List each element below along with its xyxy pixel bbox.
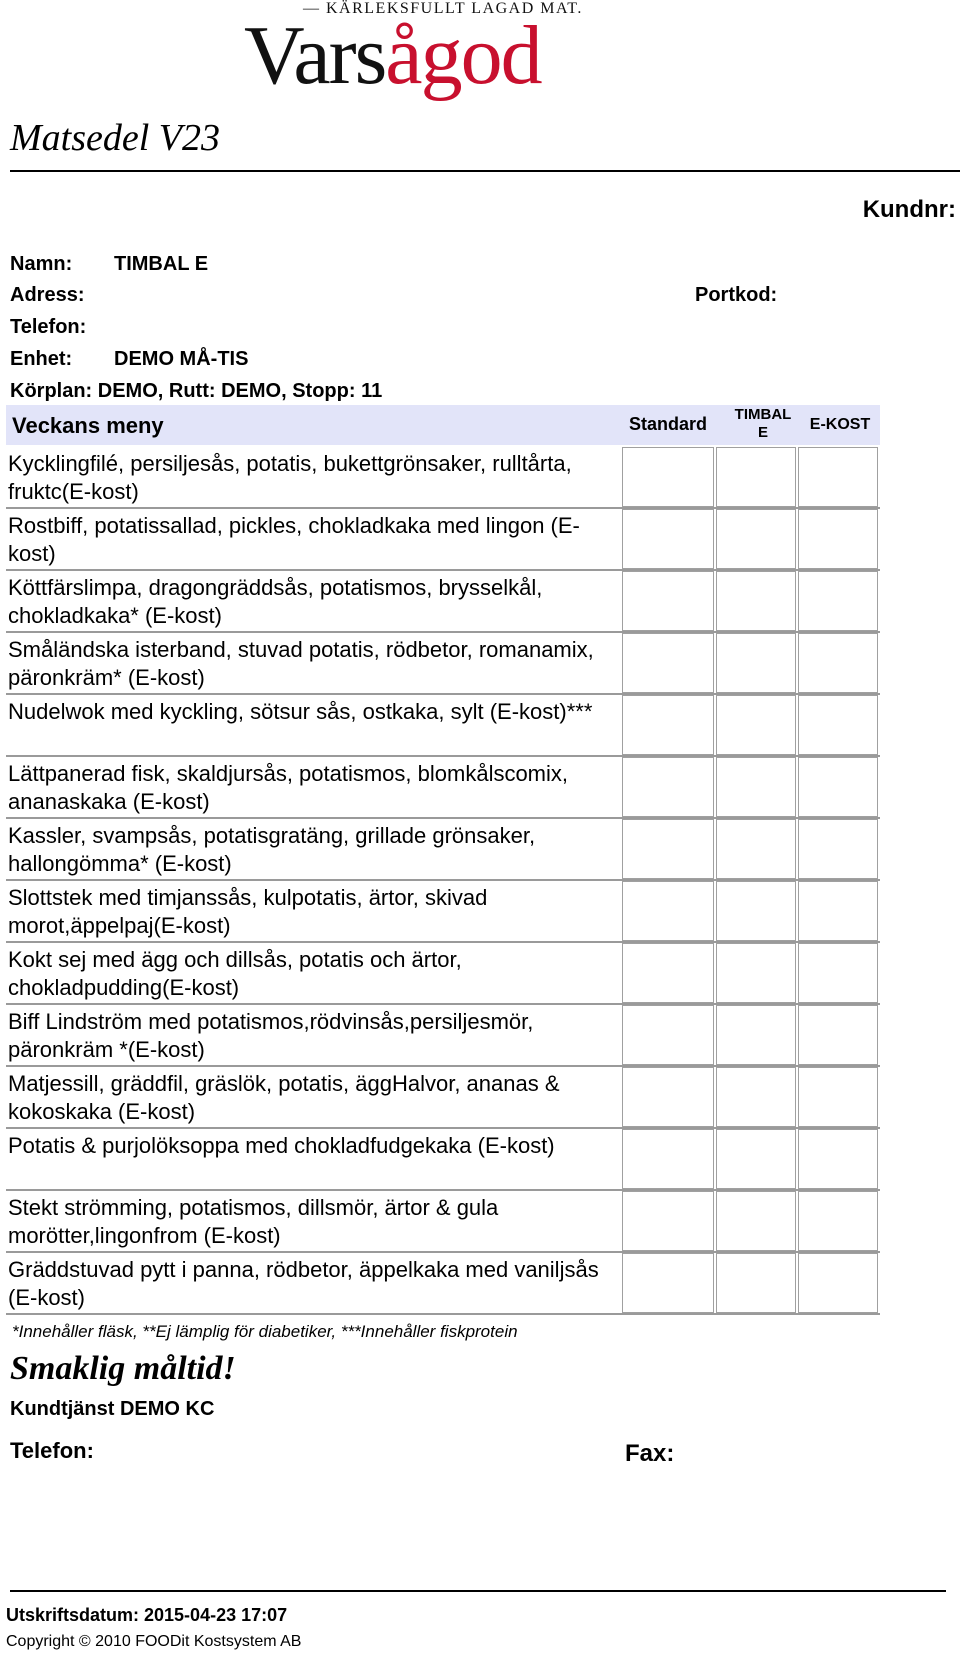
menu-item-text: Rostbiff, potatissallad, pickles, chokladkaka med lingon (E-kost) <box>8 513 580 566</box>
timbal-checkbox[interactable] <box>716 1253 796 1313</box>
standard-checkbox[interactable] <box>622 1067 714 1127</box>
namn-row <box>10 253 208 276</box>
col-standard: Standard <box>628 414 707 434</box>
enhet-label: Enhet: <box>10 348 73 370</box>
adress-label: Adress: <box>10 284 85 306</box>
standard-checkbox[interactable] <box>622 1191 714 1251</box>
ekost-checkbox[interactable] <box>798 633 878 693</box>
col-timbal-line2: E <box>757 424 768 441</box>
standard-checkbox[interactable] <box>622 447 714 507</box>
ekost-checkbox[interactable] <box>798 695 878 755</box>
ekost-checkbox[interactable] <box>798 1067 878 1127</box>
telefon-label: Telefon: <box>10 316 87 338</box>
ekost-checkbox[interactable] <box>798 819 878 879</box>
namn-value: TIMBAL E <box>114 253 209 275</box>
menu-item-text: Köttfärslimpa, dragongräddsås, potatismos, brysselkål, chokladkaka* (E-kost) <box>8 575 543 628</box>
standard-checkbox[interactable] <box>622 571 714 631</box>
menu-item-text: Slottstek med timjanssås, kulpotatis, ärtor, skivad morot,äppelpaj(E-kost) <box>8 885 488 938</box>
timbal-checkbox[interactable] <box>716 447 796 507</box>
enhet-value: DEMO MÅ-TIS <box>114 348 249 370</box>
timbal-checkbox[interactable] <box>716 509 796 569</box>
standard-checkbox[interactable] <box>622 757 714 817</box>
timbal-checkbox[interactable] <box>716 571 796 631</box>
standard-checkbox[interactable] <box>622 1005 714 1065</box>
ekost-checkbox[interactable] <box>798 1129 878 1189</box>
standard-checkbox[interactable] <box>622 1253 714 1313</box>
menu-item-text: Kassler, svampsås, potatisgratäng, grillade grönsaker, hallongömma* (E-kost) <box>8 823 536 876</box>
ekost-checkbox[interactable] <box>798 1191 878 1251</box>
menu-item-text: Kokt sej med ägg och dillsås, potatis och ärtor, chokladpudding(E-kost) <box>8 947 462 1000</box>
col-timbal-line1: TIMBAL <box>734 406 792 423</box>
ekost-checkbox[interactable] <box>798 447 878 507</box>
ekost-checkbox[interactable] <box>798 1005 878 1065</box>
timbal-checkbox[interactable] <box>716 757 796 817</box>
menu-item-text: Lättpanerad fisk, skaldjursås, potatismos, blomkålscomix, ananaskaka (E-kost) <box>8 761 569 814</box>
logo-tagline: — KÄRLEKSFULLT LAGAD MAT. <box>303 0 583 17</box>
standard-checkbox[interactable] <box>622 633 714 693</box>
ekost-checkbox[interactable] <box>798 509 878 569</box>
timbal-checkbox[interactable] <box>716 695 796 755</box>
enhet-row <box>10 348 248 371</box>
timbal-checkbox[interactable] <box>716 633 796 693</box>
menu-item-text: Biff Lindström med potatismos,rödvinsås,persiljesmör, päronkräm *(E-kost) <box>8 1009 534 1062</box>
timbal-checkbox[interactable] <box>716 1005 796 1065</box>
standard-checkbox[interactable] <box>622 1129 714 1189</box>
menu-item-text: Matjessill, gräddfil, gräslök, potatis, äggHalvor, ananas & kokoskaka (E-kost) <box>8 1071 560 1124</box>
print-date: Utskriftsdatum: 2015-04-23 17:07 <box>6 1605 288 1625</box>
logo <box>244 6 541 106</box>
menu-item-text: Kycklingfilé, persiljesås, potatis, bukettgrönsaker, rulltårta, fruktc(E-kost) <box>8 451 572 504</box>
fax-label: Fax: <box>625 1440 675 1467</box>
menu-item-text: Stekt strömming, potatismos, dillsmör, ärtor & gula morötter,lingonfrom (E-kost) <box>8 1195 499 1248</box>
standard-checkbox[interactable] <box>622 881 714 941</box>
timbal-checkbox[interactable] <box>716 1129 796 1189</box>
menu-heading: Veckans meny <box>12 413 164 438</box>
ekost-checkbox[interactable] <box>798 757 878 817</box>
ekost-checkbox[interactable] <box>798 943 878 1003</box>
row-divider <box>6 1313 880 1315</box>
logo-text-black: Vars <box>244 9 386 102</box>
kundtjanst: Kundtjänst DEMO KC <box>10 1398 215 1420</box>
portkod-label: Portkod: <box>695 284 778 306</box>
smaklig-maltid: Smaklig måltid! <box>10 1350 236 1387</box>
ekost-checkbox[interactable] <box>798 881 878 941</box>
menu-item-text: Småländska isterband, stuvad potatis, rödbetor, romanamix, päronkräm* (E-kost) <box>8 637 594 690</box>
timbal-checkbox[interactable] <box>716 1067 796 1127</box>
menu-item-text: Potatis & purjolöksoppa med chokladfudgekaka (E-kost) <box>8 1133 555 1158</box>
timbal-checkbox[interactable] <box>716 1191 796 1251</box>
col-ekost: E-KOST <box>809 416 871 433</box>
standard-checkbox[interactable] <box>622 695 714 755</box>
header-divider <box>10 170 960 172</box>
standard-checkbox[interactable] <box>622 943 714 1003</box>
footer-divider <box>10 1590 946 1592</box>
col-timbal <box>716 406 810 442</box>
ekost-checkbox[interactable] <box>798 571 878 631</box>
page-title: Matsedel V23 <box>10 117 221 159</box>
standard-checkbox[interactable] <box>622 509 714 569</box>
copyright: Copyright © 2010 FOODit Kostsystem AB <box>6 1633 302 1650</box>
menu-item-text: Nudelwok med kyckling, sötsur sås, ostkaka, sylt (E-kost)*** <box>8 699 593 724</box>
menu-item-text: Gräddstuvad pytt i panna, rödbetor, äppelkaka med vaniljsås (E-kost) <box>8 1257 599 1310</box>
timbal-checkbox[interactable] <box>716 881 796 941</box>
kundnr-label: Kundnr: <box>862 196 956 223</box>
footer-telefon-label: Telefon: <box>10 1438 94 1463</box>
korplan: Körplan: DEMO, Rutt: DEMO, Stopp: 11 <box>10 380 383 402</box>
timbal-checkbox[interactable] <box>716 943 796 1003</box>
standard-checkbox[interactable] <box>622 819 714 879</box>
logo-text-red: ågod <box>385 9 541 102</box>
timbal-checkbox[interactable] <box>716 819 796 879</box>
ekost-checkbox[interactable] <box>798 1253 878 1313</box>
namn-label: Namn: <box>10 253 73 275</box>
footnote: *Innehåller fläsk, **Ej lämplig för diabetiker, ***Innehåller fiskprotein <box>12 1322 518 1341</box>
